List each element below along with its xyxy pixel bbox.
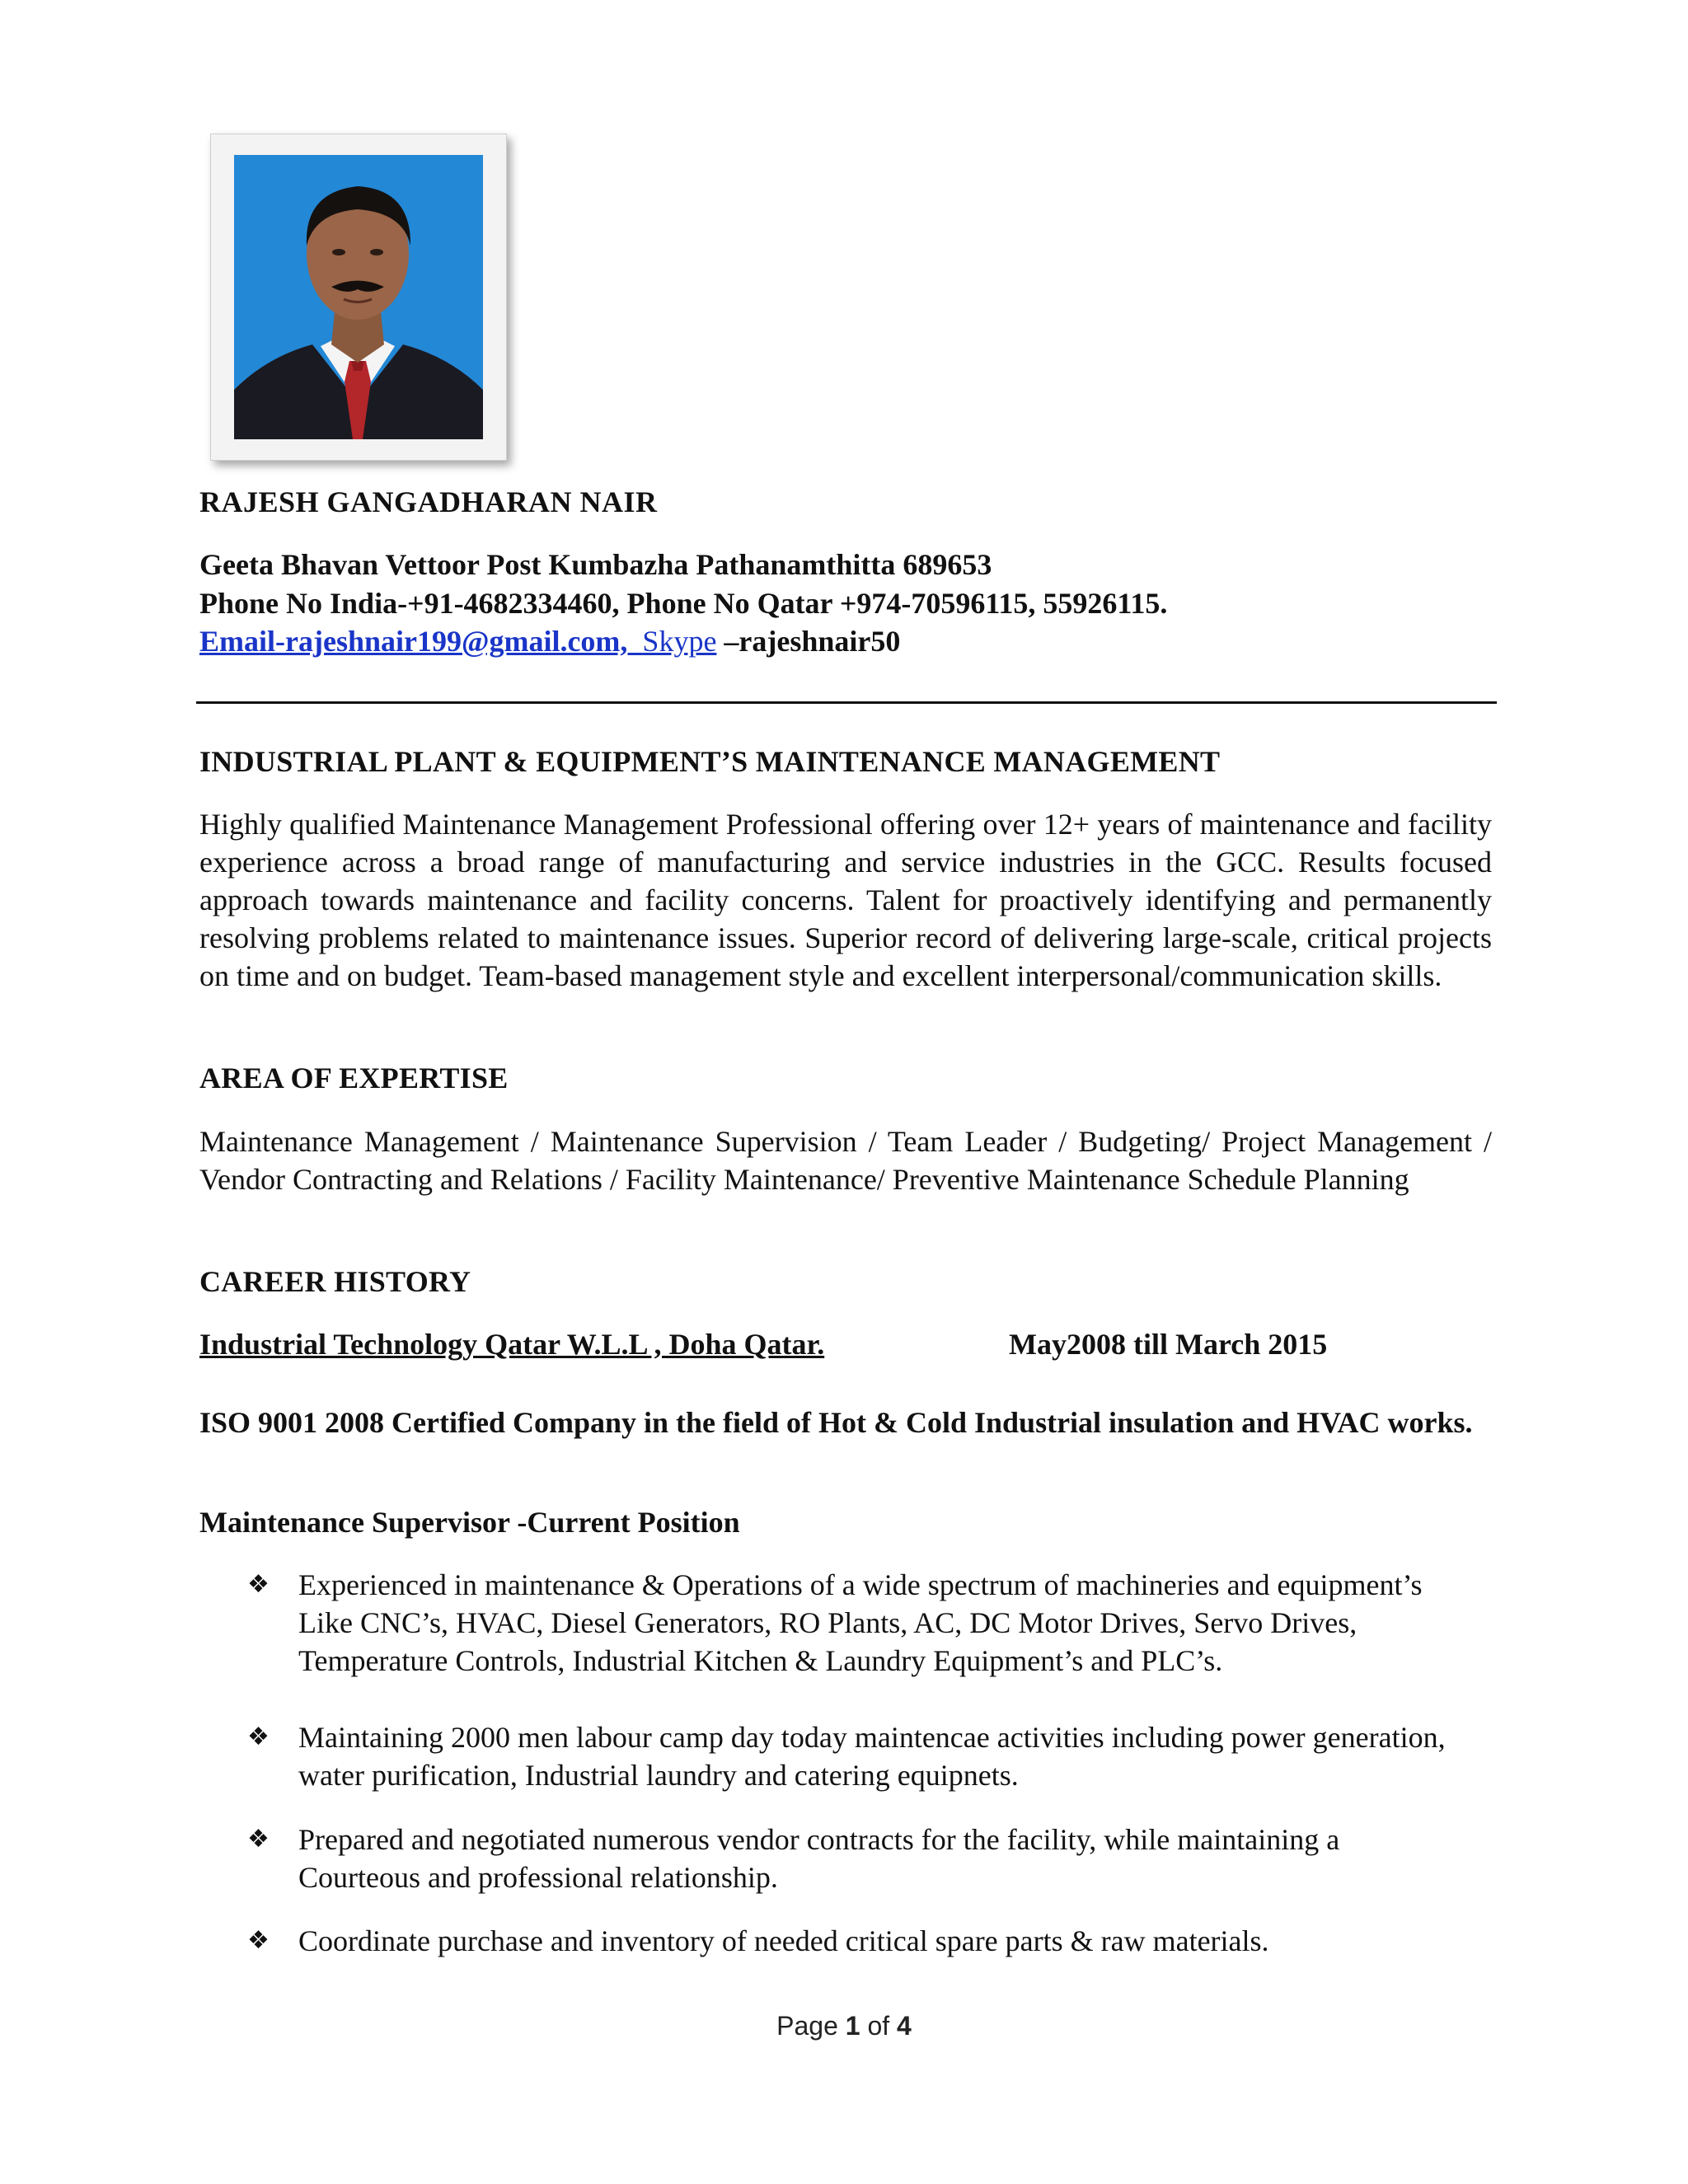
diamond-bullet-icon: ❖ — [247, 1722, 270, 1751]
page-footer: Page 1 of 4 — [776, 2011, 912, 2041]
company-name: Industrial Technology Qatar W.L.L , Doha Qatar. — [199, 1328, 825, 1361]
email-skype-line — [199, 622, 1492, 660]
profile-photo — [234, 155, 483, 439]
phone-numbers: Phone No India-+91-4682334460, Phone No Qatar +974-70596115, 55926115. — [199, 587, 1168, 620]
resume-page: RAJESH GANGADHARAN NAIR Geeta Bhavan Vettoor Post Kumbazha Pathanamthitta 689653 Phone No India-+91-4682334460, Phone No Qatar +974-70596115, 55926115. Email-rajeshnair199@gmail.com, Skype –rajeshnair50 INDUSTRIAL PLANT & EQUIPMENT’S MAINTENANCE MANAGEMENT Highly qualified Maintenance Management Professional offering over 12+ years of maintenance and facility experience across a broad range of manufacturing and service industries in the GCC. Results focused approach towards maintenance and facility concerns. Talent for proactively identifying and permanently resolving problems related to maintenance issues. Superior record of delivering large-scale, critical projects on time and on budget. Team-based management style and excellent interpersonal/communication skills. AREA OF EXPERTISE Maintenance Management / Maintenance Supervision / Team Leader / Budgeting/ Project Management / Vendor Contracting and Relations / Facility Maintenance/ Preventive Maintenance Schedule Planning CAREER HISTORY Industrial Technology Qatar W.L.L , Doha Qatar. May2008 till March 2015 ISO 9001 2008 Certified Company in the field of Hot & Cold Industrial insulation and HVAC works. Maintenance Supervisor -Current Position ❖ Experienced in maintenance & Operations of a wide spectrum of machineries and equipment’s Like CNC’s, HVAC, Diesel Generators, RO Plants, AC, DC Motor Drives, Servo Drives, Temperature Controls, Industrial Kitchen & Laundry Equipment’s and PLC’s. ❖ Maintaining 2000 men labour camp day today maintencae activities including power generation, water purification, Industrial laundry and catering equipnets. ❖ Prepared and negotiated numerous vendor contracts for the facility, while maintaining a Courteous and professional relationship. ❖ Coordinate purchase and inventory of needed critical spare parts & raw materials. Page 1 of 4 — [0, 0, 1688, 2184]
profile-photo-frame — [210, 134, 507, 461]
skype-id: –rajeshnair50 — [724, 625, 901, 658]
company-line — [199, 1327, 1492, 1361]
email-link[interactable]: Email-rajeshnair199@gmail.com, — [199, 625, 628, 658]
diamond-bullet-icon: ❖ — [247, 1926, 270, 1955]
career-heading: CAREER HISTORY — [199, 1265, 471, 1298]
page-total: 4 — [897, 2011, 912, 2041]
expertise-text: Maintenance Management / Maintenance Supervision / Team Leader / Budgeting/ Project Management / Vendor Contracting and Relations / Facility Maintenance/ Preventive Maintenance Schedule Planning — [199, 1125, 1492, 1196]
job-title: Maintenance Supervisor -Current Position — [199, 1506, 740, 1539]
address: Geeta Bhavan Vettoor Post Kumbazha Pathanamthitta 689653 — [199, 548, 992, 581]
expertise-heading: AREA OF EXPERTISE — [199, 1062, 509, 1094]
skype-link[interactable]: Skype — [642, 625, 717, 658]
employment-dates: May2008 till March 2015 — [1009, 1328, 1328, 1361]
diamond-bullet-icon: ❖ — [247, 1570, 270, 1599]
company-description: ISO 9001 2008 Certified Company in the field of Hot & Cold Industrial insulation and HVAC works. — [199, 1406, 1473, 1439]
page-current: 1 — [845, 2011, 860, 2041]
profile-summary: Highly qualified Maintenance Management Professional offering over 12+ years of maintenance and facility experience across a broad range of manufacturing and service industries in the GCC. Results focused approach towards maintenance and facility concerns. Talent for proactively identifying and permanently resolving problems related to maintenance issues. Superior record of delivering large-scale, critical projects on time and on budget. Team-based management style and excellent interpersonal/communication skills. — [199, 808, 1492, 992]
resume-title: INDUSTRIAL PLANT & EQUIPMENT’S MAINTENANCE MANAGEMENT — [199, 745, 1221, 778]
diamond-bullet-icon: ❖ — [247, 1825, 270, 1854]
candidate-name: RAJESH GANGADHARAN NAIR — [199, 485, 658, 518]
horizontal-divider — [196, 701, 1497, 704]
